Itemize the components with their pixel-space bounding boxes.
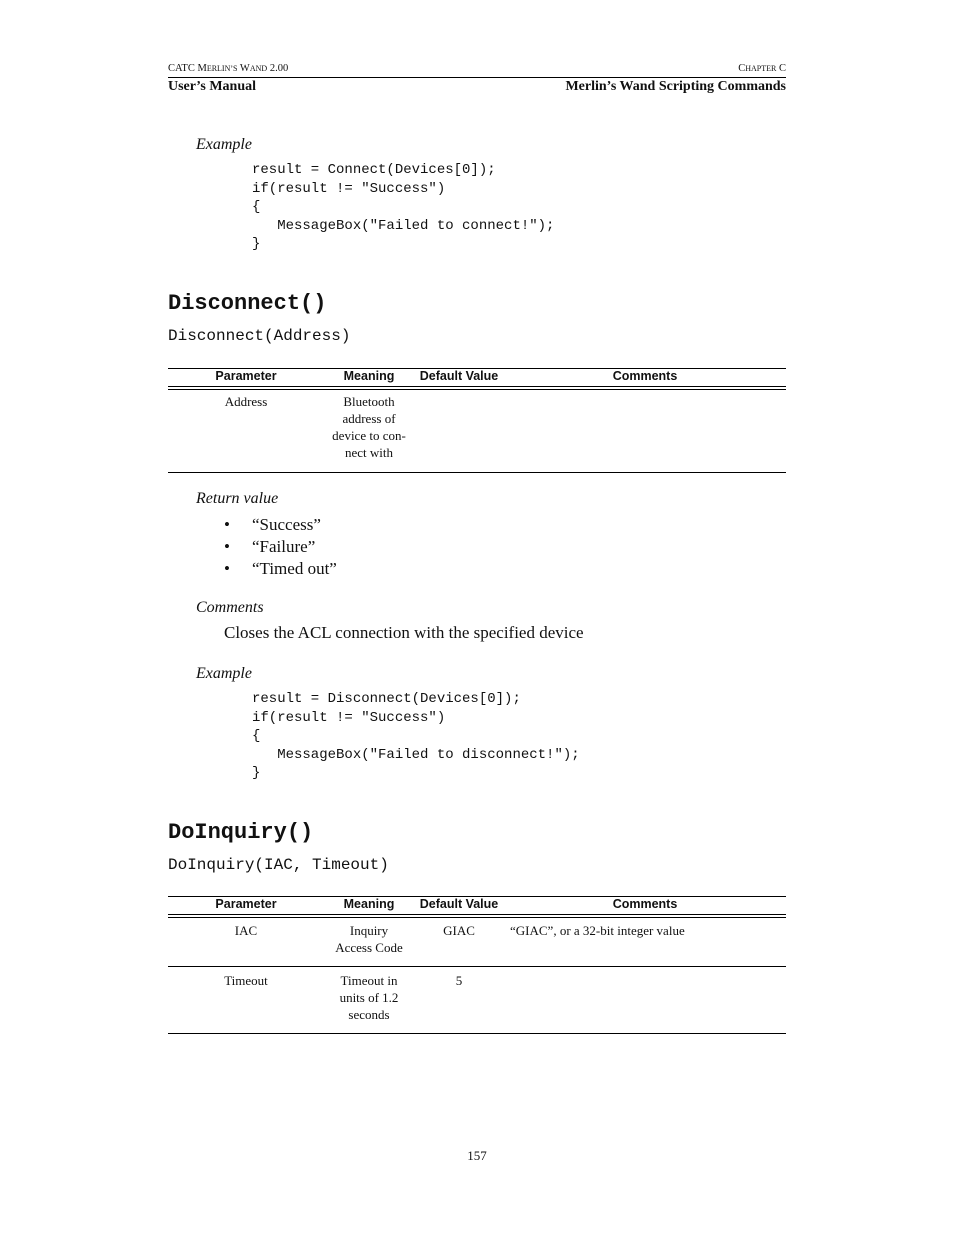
table-header-parameter: Parameter	[215, 369, 277, 383]
comments-label: Comments	[196, 599, 264, 616]
table-rule	[168, 389, 786, 390]
table-cell-meaning: Inquiry Access Code	[335, 923, 403, 955]
code-block: result = Connect(Devices[0]); if(result != "Success") { MessageBox("Failed to connect!"); }	[252, 162, 555, 252]
page-number: 157	[467, 1148, 487, 1163]
table-rule	[168, 1033, 786, 1034]
table-header-meaning: Meaning	[343, 369, 395, 383]
table-rule	[168, 472, 786, 473]
parameter-table-doinquiry	[168, 896, 786, 1036]
header-product: CATC MERLIN’S WAND 2.00	[168, 63, 289, 74]
running-header-bottom	[168, 79, 786, 97]
section-title-doinquiry: DoInquiry()	[168, 820, 314, 845]
table-cell-parameter: Timeout	[224, 973, 268, 988]
header-rule	[168, 77, 786, 78]
table-cell-parameter: Address	[224, 394, 268, 409]
example-label: Example	[196, 136, 252, 153]
table-header-comments: Comments	[612, 897, 678, 911]
running-header-top	[168, 63, 786, 77]
table-cell-meaning: Bluetooth address of device to con- nect with	[332, 394, 406, 460]
table-header-default: Default Value	[419, 897, 499, 911]
example-label: Example	[196, 665, 252, 682]
manual-page	[168, 0, 786, 1235]
list-item: • “Success”	[224, 515, 321, 534]
return-value-label: Return value	[196, 490, 279, 507]
function-signature: DoInquiry(IAC, Timeout)	[168, 856, 389, 874]
parameter-table-disconnect	[168, 368, 786, 474]
header-chapter: CHAPTER C	[738, 63, 786, 74]
list-item: • “Timed out”	[224, 559, 337, 578]
table-cell-parameter: IAC	[234, 923, 258, 938]
table-rule	[168, 914, 786, 915]
table-header-parameter: Parameter	[215, 897, 277, 911]
return-value-list	[224, 514, 337, 580]
table-rule	[168, 966, 786, 967]
table-cell-meaning: Timeout in units of 1.2 seconds	[339, 973, 399, 1022]
list-item: • “Failure”	[224, 537, 316, 556]
table-cell-default: GIAC	[443, 923, 475, 938]
table-cell-default: 5	[455, 973, 463, 988]
comments-text: Closes the ACL connection with the specified device	[224, 623, 584, 642]
table-header-comments: Comments	[612, 369, 678, 383]
table-header-default: Default Value	[419, 369, 499, 383]
table-rule	[168, 386, 786, 387]
header-section-title: Merlin’s Wand Scripting Commands	[565, 79, 786, 94]
table-header-meaning: Meaning	[343, 897, 395, 911]
table-rule	[168, 917, 786, 918]
function-signature: Disconnect(Address)	[168, 327, 351, 345]
section-title-disconnect: Disconnect()	[168, 291, 327, 316]
code-block: result = Disconnect(Devices[0]); if(result != "Success") { MessageBox("Failed to disconnect!"); }	[252, 691, 580, 781]
header-manual-title: User’s Manual	[168, 79, 257, 94]
table-cell-comments: “GIAC”, or a 32-bit integer value	[510, 923, 685, 938]
